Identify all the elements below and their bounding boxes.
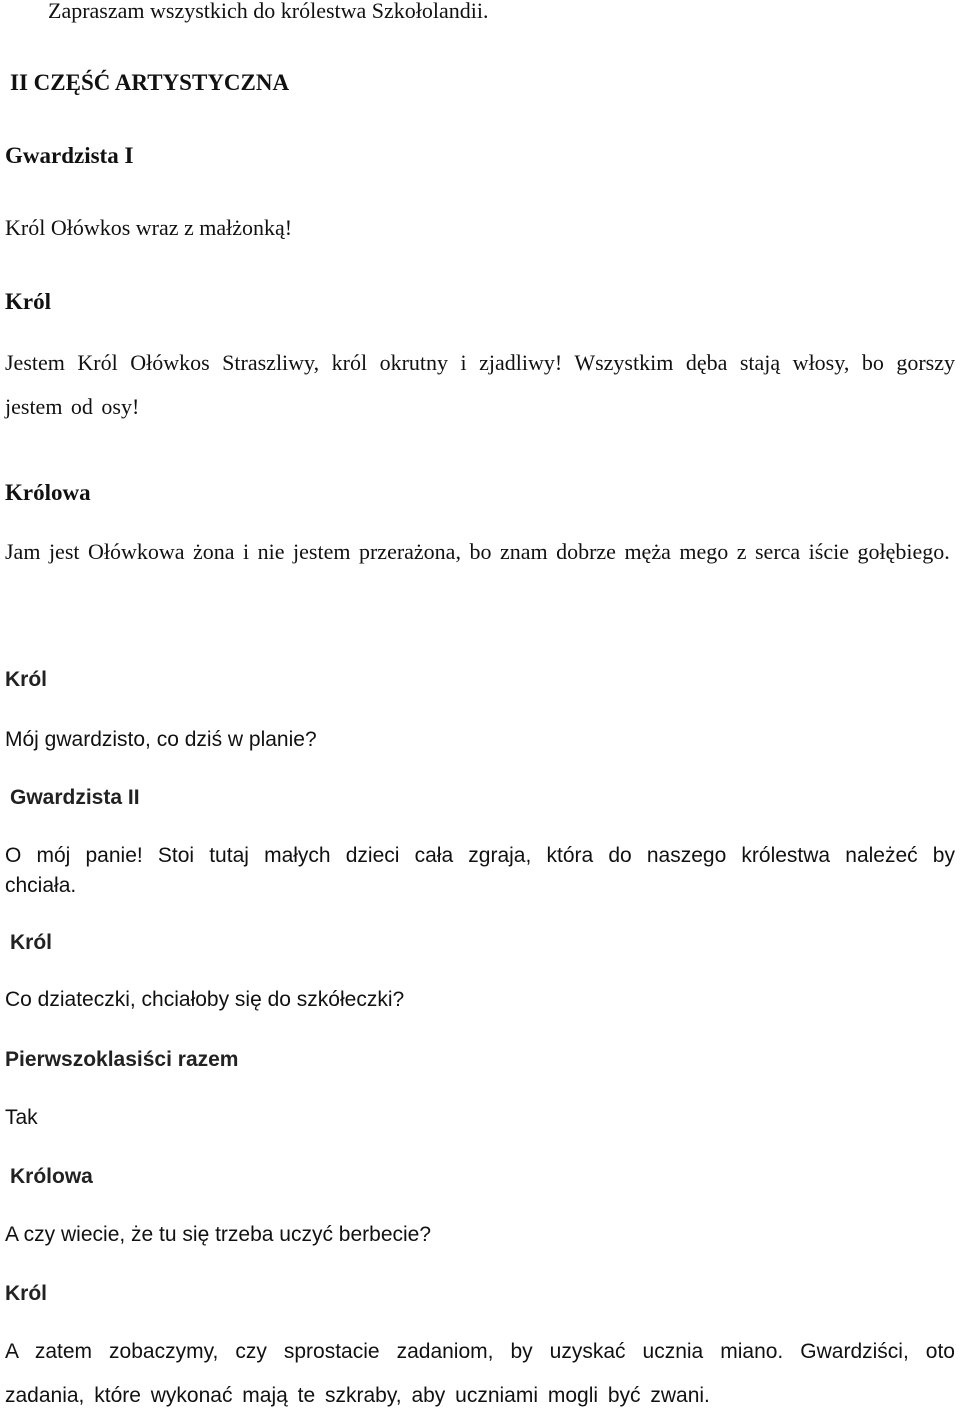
guard-2-line: O mój panie! Stoi tutaj małych dzieci cała zgraja, która do naszego królestwa należeć by chciała. bbox=[5, 844, 955, 897]
speaker-king-4: Król bbox=[5, 1282, 47, 1305]
speaker-king-2: Król bbox=[5, 668, 47, 691]
queen-1-line: Jam jest Ołówkowa żona i nie jestem przerażona, bo znam dobrze męża mego z serca iście gołębiego. bbox=[5, 539, 950, 564]
speaker-king-1: Król bbox=[5, 289, 51, 314]
queen-2-line: A czy wiecie, że tu się trzeba uczyć berbecie? bbox=[5, 1223, 432, 1246]
intro-line: Zapraszam wszystkich do królestwa Szkołolandii. bbox=[48, 0, 489, 23]
section-heading: II CZĘŚĆ ARTYSTYCZNA bbox=[10, 70, 290, 95]
speaker-firstgraders: Pierwszoklasiści razem bbox=[5, 1048, 239, 1071]
speaker-guard-1: Gwardzista I bbox=[5, 143, 134, 168]
speaker-king-3: Król bbox=[10, 931, 52, 954]
guard-1-line: Król Ołówkos wraz z małżonką! bbox=[5, 215, 293, 240]
king-1-line: Jestem Król Ołówkos Straszliwy, król okrutny i zjadliwy! Wszystkim dęba stają włosy, bo gorszy jestem od osy! bbox=[5, 350, 955, 419]
king-2-line: Mój gwardzisto, co dziś w planie? bbox=[5, 728, 317, 751]
speaker-queen-2: Królowa bbox=[10, 1165, 93, 1188]
speaker-queen-1: Królowa bbox=[5, 480, 91, 505]
king-4-line: A zatem zobaczymy, czy sprostacie zadaniom, by uzyskać ucznia miano. Gwardziści, oto zadania, które wykonać mają te szkraby, aby uczniami mogli być zwani. bbox=[5, 1340, 955, 1407]
king-3-line: Co dziateczki, chciałoby się do szkółeczki? bbox=[5, 988, 405, 1011]
firstgraders-line: Tak bbox=[5, 1106, 38, 1129]
speaker-guard-2: Gwardzista II bbox=[10, 786, 140, 809]
